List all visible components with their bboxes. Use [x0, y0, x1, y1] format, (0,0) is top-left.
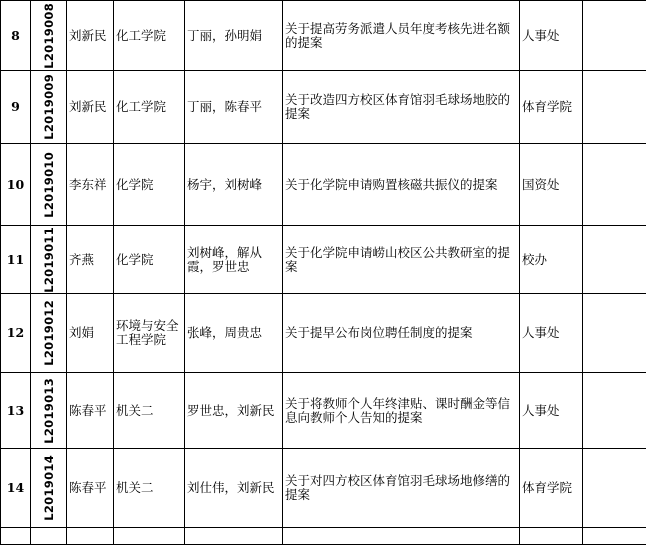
- proposal-title: 关于对四方校区体育馆羽毛球场地修缮的提案: [283, 449, 520, 528]
- proposal-code: [31, 1, 67, 71]
- row-number: [1, 528, 31, 545]
- proposal-title: 关于提早公布岗位聘任制度的提案: [283, 294, 520, 373]
- proposer-department: 化工学院: [114, 71, 185, 144]
- proposal-title: 关于改造四方校区体育馆羽毛球场地胶的提案: [283, 71, 520, 144]
- responsible-office: 国资处: [520, 144, 583, 226]
- table-row: [1, 71, 646, 144]
- proposal-title: 关于化学院申请崂山校区公共教研室的提案: [283, 226, 520, 294]
- remarks-cell: [583, 144, 646, 226]
- cosigner-names: 罗世忠，刘新民: [185, 373, 283, 449]
- proposer-name: 齐燕: [67, 226, 114, 294]
- row-number: 9: [1, 71, 31, 144]
- remarks-cell: [583, 226, 646, 294]
- proposal-code: [31, 449, 67, 528]
- responsible-office: 校办: [520, 226, 583, 294]
- row-number: 13: [1, 373, 31, 449]
- remarks-cell: [583, 528, 646, 545]
- cosigner-names: [185, 528, 283, 545]
- cosigner-names: 刘仕伟，刘新民: [185, 449, 283, 528]
- proposer-name: 刘娟: [67, 294, 114, 373]
- proposal-title: 关于化学院申请购置核磁共振仪的提案: [283, 144, 520, 226]
- proposal-code: [31, 226, 67, 294]
- proposer-name: 刘新民: [67, 1, 114, 71]
- remarks-cell: [583, 294, 646, 373]
- table-row: [1, 373, 646, 449]
- proposer-department: 化学院: [114, 226, 185, 294]
- row-number: 8: [1, 1, 31, 71]
- cosigner-names: 张峰，周贵忠: [185, 294, 283, 373]
- responsible-office: [520, 528, 583, 545]
- remarks-cell: [583, 449, 646, 528]
- remarks-cell: [583, 373, 646, 449]
- proposal-title: [283, 528, 520, 545]
- table-row: [1, 449, 646, 528]
- row-number: 12: [1, 294, 31, 373]
- proposer-name: 陈春平: [67, 373, 114, 449]
- row-number: 11: [1, 226, 31, 294]
- proposal-code: [31, 373, 67, 449]
- proposer-department: 化工学院: [114, 1, 185, 71]
- responsible-office: 体育学院: [520, 449, 583, 528]
- proposal-code: [31, 144, 67, 226]
- proposal-code-text: L2019013: [42, 378, 56, 444]
- remarks-cell: [583, 71, 646, 144]
- table-row: [1, 1, 646, 71]
- proposal-code-text: L2019014: [42, 455, 56, 521]
- proposal-code-text: L2019010: [42, 152, 56, 218]
- proposal-title: 关于将教师个人年终津贴、课时酬金等信息向教师个人告知的提案: [283, 373, 520, 449]
- proposer-name: [67, 528, 114, 545]
- proposal-code-text: L2019008: [42, 3, 56, 69]
- proposal-code: [31, 71, 67, 144]
- responsible-office: 人事处: [520, 1, 583, 71]
- cosigner-names: 刘树峰，解从霞，罗世忠: [185, 226, 283, 294]
- proposal-code: [31, 294, 67, 373]
- row-number: 10: [1, 144, 31, 226]
- proposal-code-text: L2019009: [42, 74, 56, 140]
- proposer-name: 刘新民: [67, 71, 114, 144]
- responsible-office: 人事处: [520, 373, 583, 449]
- proposer-department: 环境与安全工程学院: [114, 294, 185, 373]
- proposer-department: 机关二: [114, 373, 185, 449]
- responsible-office: 体育学院: [520, 71, 583, 144]
- table-row: [1, 144, 646, 226]
- cosigner-names: 杨宇，刘树峰: [185, 144, 283, 226]
- table-row: [1, 294, 646, 373]
- cosigner-names: 丁丽，孙明娟: [185, 1, 283, 71]
- row-number: 14: [1, 449, 31, 528]
- table-body: [1, 1, 646, 545]
- proposer-department: 化学院: [114, 144, 185, 226]
- proposer-name: 陈春平: [67, 449, 114, 528]
- proposer-department: 机关二: [114, 449, 185, 528]
- proposal-code: [31, 528, 67, 545]
- responsible-office: 人事处: [520, 294, 583, 373]
- proposer-department: [114, 528, 185, 545]
- table-row: [1, 528, 646, 545]
- cosigner-names: 丁丽，陈春平: [185, 71, 283, 144]
- proposal-code-text: L2019011: [42, 227, 56, 293]
- remarks-cell: [583, 1, 646, 71]
- proposal-code-text: L2019012: [42, 300, 56, 366]
- proposer-name: 李东祥: [67, 144, 114, 226]
- proposal-title: 关于提高劳务派遣人员年度考核先进名额的提案: [283, 1, 520, 71]
- table-row: [1, 226, 646, 294]
